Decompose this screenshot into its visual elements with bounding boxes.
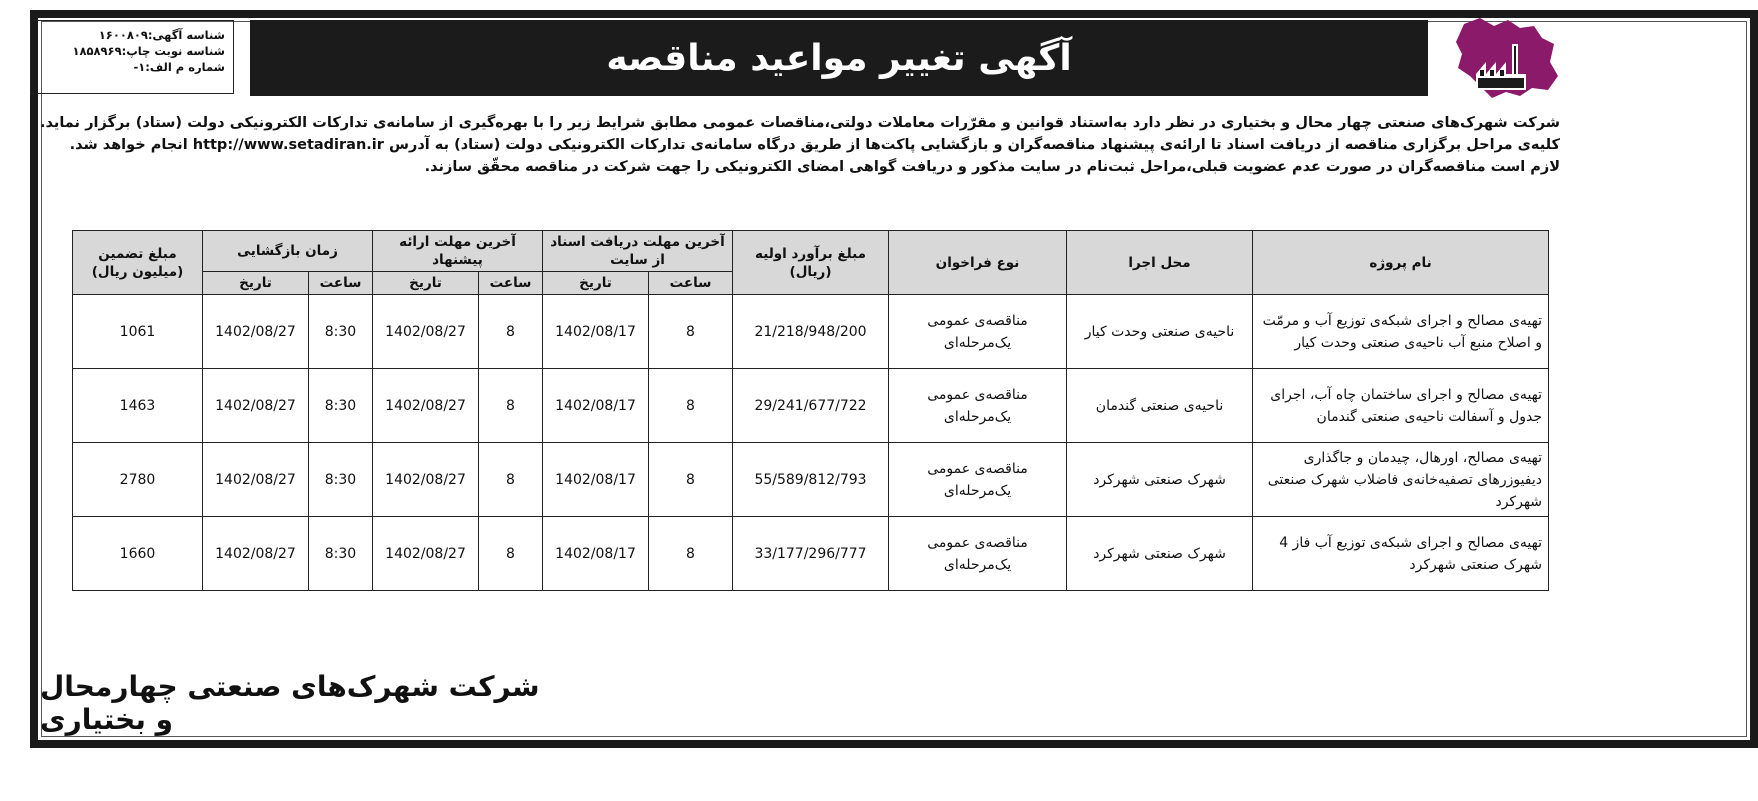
cell-offer-date: 1402/08/27 (373, 369, 479, 443)
cell-location: شهرک صنعتی شهرکرد (1067, 517, 1253, 591)
cell-project: تهیه‌ی مصالح و اجرای ساختمان چاه آب، اجرای جدول و آسفالت ناحیه‌ی صنعتی گندمان (1253, 369, 1549, 443)
cell-doc-time: 8 (649, 369, 733, 443)
table-row (73, 295, 1549, 369)
subheader-offer-time: ساعت (479, 272, 543, 295)
intro-text-end: انجام خواهد شد. (69, 137, 188, 153)
cell-guarantee: 1463 (73, 369, 203, 443)
cell-open-date: 1402/08/27 (203, 443, 309, 517)
table-row (73, 443, 1549, 517)
table-row (73, 369, 1549, 443)
cell-estimate: 33/177/296/777 (733, 517, 889, 591)
tender-table (72, 230, 1549, 591)
cell-open-time: 8:30 (309, 369, 373, 443)
cell-call-type: مناقصه‌ی عمومی یک‌مرحله‌ای (889, 517, 1067, 591)
cell-offer-time: 8 (479, 369, 543, 443)
table-header-row (73, 231, 1549, 272)
cell-project: تهیه‌ی مصالح، اورهال، چیدمان و جاگذاری دیفیوزرهای تصفیه‌خانه‌ی فاضلاب شهرک صنعتی شهرکرد (1253, 443, 1549, 517)
intro-text: شرکت شهرک‌های صنعتی چهار محال و بختیاری در نظر دارد به‌استناد قوانین و مقرّرات معاملات دولتی،مناقصات عمومی مطابق شرایط زیر را با بهره‌گیری از سامانه‌ی تدارکات الکترونیکی دولت (ستاد) برگزار نماید. کلیه‌ی مراحل برگزاری مناقصه از دریافت اسناد تا ارائه‌ی پیشنهاد مناقصه‌گران و بازگشایی پاکت‌ها از طریق درگاه سامانه‌ی تدارکات الکترونیکی دولت (ستاد) به آدرس (40, 115, 1560, 153)
header-opening: زمان بازگشایی (203, 231, 373, 272)
cell-guarantee: 1061 (73, 295, 203, 369)
header-call-type: نوع فراخوان (889, 231, 1067, 295)
factory-iran-map-icon (1450, 14, 1560, 102)
cell-doc-date: 1402/08/17 (543, 369, 649, 443)
header-guarantee: مبلغ تضمین (میلیون ریال) (73, 231, 203, 295)
cell-estimate: 55/589/812/793 (733, 443, 889, 517)
header-project: نام پروژه (1253, 231, 1549, 295)
table-row (73, 517, 1549, 591)
header-doc-deadline: آخرین مهلت دریافت اسناد از سایت (543, 231, 733, 272)
cell-offer-time: 8 (479, 295, 543, 369)
cell-open-date: 1402/08/27 (203, 517, 309, 591)
cell-offer-date: 1402/08/27 (373, 517, 479, 591)
page-title: آگهی تغییر مواعید مناقصه (606, 37, 1072, 79)
header-estimate: مبلغ برآورد اولیه (ریال) (733, 231, 889, 295)
cell-guarantee: 1660 (73, 517, 203, 591)
cell-project: تهیه‌ی مصالح و اجرای شبکه‌ی توزیع آب فاز 4 شهرک صنعتی شهرکرد (1253, 517, 1549, 591)
intro-paragraph (40, 112, 1560, 178)
cell-call-type: مناقصه‌ی عمومی یک‌مرحله‌ای (889, 443, 1067, 517)
cell-call-type: مناقصه‌ی عمومی یک‌مرحله‌ای (889, 295, 1067, 369)
cell-open-date: 1402/08/27 (203, 295, 309, 369)
cell-offer-date: 1402/08/27 (373, 443, 479, 517)
ad-id-line: شناسه آگهی:۱۶۰۰۸۰۹ (98, 28, 225, 42)
title-bar (250, 20, 1428, 96)
cell-call-type: مناقصه‌ی عمومی یک‌مرحله‌ای (889, 369, 1067, 443)
print-id-line: شناسه نوبت چاپ:۱۸۵۸۹۶۹ (72, 44, 225, 58)
mefe-number-line: شماره م الف:۱- (133, 60, 225, 74)
subheader-doc-date: تاریخ (543, 272, 649, 295)
cell-doc-time: 8 (649, 295, 733, 369)
cell-doc-time: 8 (649, 443, 733, 517)
cell-open-time: 8:30 (309, 443, 373, 517)
cell-location: شهرک صنعتی شهرکرد (1067, 443, 1253, 517)
subheader-open-time: ساعت (309, 272, 373, 295)
cell-offer-date: 1402/08/27 (373, 295, 479, 369)
header-offer-deadline: آخرین مهلت ارائه پیشنهاد (373, 231, 543, 272)
header-location: محل اجرا (1067, 231, 1253, 295)
cell-location: ناحیه‌ی صنعتی وحدت کیار (1067, 295, 1253, 369)
subheader-open-date: تاریخ (203, 272, 309, 295)
cell-open-time: 8:30 (309, 295, 373, 369)
subheader-doc-time: ساعت (649, 272, 733, 295)
cell-estimate: 29/241/677/722 (733, 369, 889, 443)
cell-project: تهیه‌ی مصالح و اجرای شبکه‌ی توزیع آب و مرمّت و اصلاح منبع آب ناحیه‌ی صنعتی وحدت کیار (1253, 295, 1549, 369)
cell-open-time: 8:30 (309, 517, 373, 591)
cell-open-date: 1402/08/27 (203, 369, 309, 443)
cell-location: ناحیه‌ی صنعتی گندمان (1067, 369, 1253, 443)
cell-offer-time: 8 (479, 443, 543, 517)
cell-offer-time: 8 (479, 517, 543, 591)
intro-line-2: لازم است مناقصه‌گران در صورت عدم عضویت قبلی،مراحل ثبت‌نام در سایت مذکور و دریافت گواهی امضای الکترونیکی را جهت شرکت در مناقصه محقّق سازند. (424, 159, 1560, 175)
company-name: شرکت شهرک‌های صنعتی چهارمحال و بختیاری (40, 670, 540, 736)
cell-doc-date: 1402/08/17 (543, 517, 649, 591)
intro-line-1 (40, 112, 1560, 156)
setadiran-url-link[interactable]: http://www.setadiran.ir (192, 137, 384, 153)
cell-doc-time: 8 (649, 517, 733, 591)
subheader-offer-date: تاریخ (373, 272, 479, 295)
cell-estimate: 21/218/948/200 (733, 295, 889, 369)
ad-id-box (30, 20, 234, 94)
cell-doc-date: 1402/08/17 (543, 443, 649, 517)
cell-doc-date: 1402/08/17 (543, 295, 649, 369)
cell-guarantee: 2780 (73, 443, 203, 517)
